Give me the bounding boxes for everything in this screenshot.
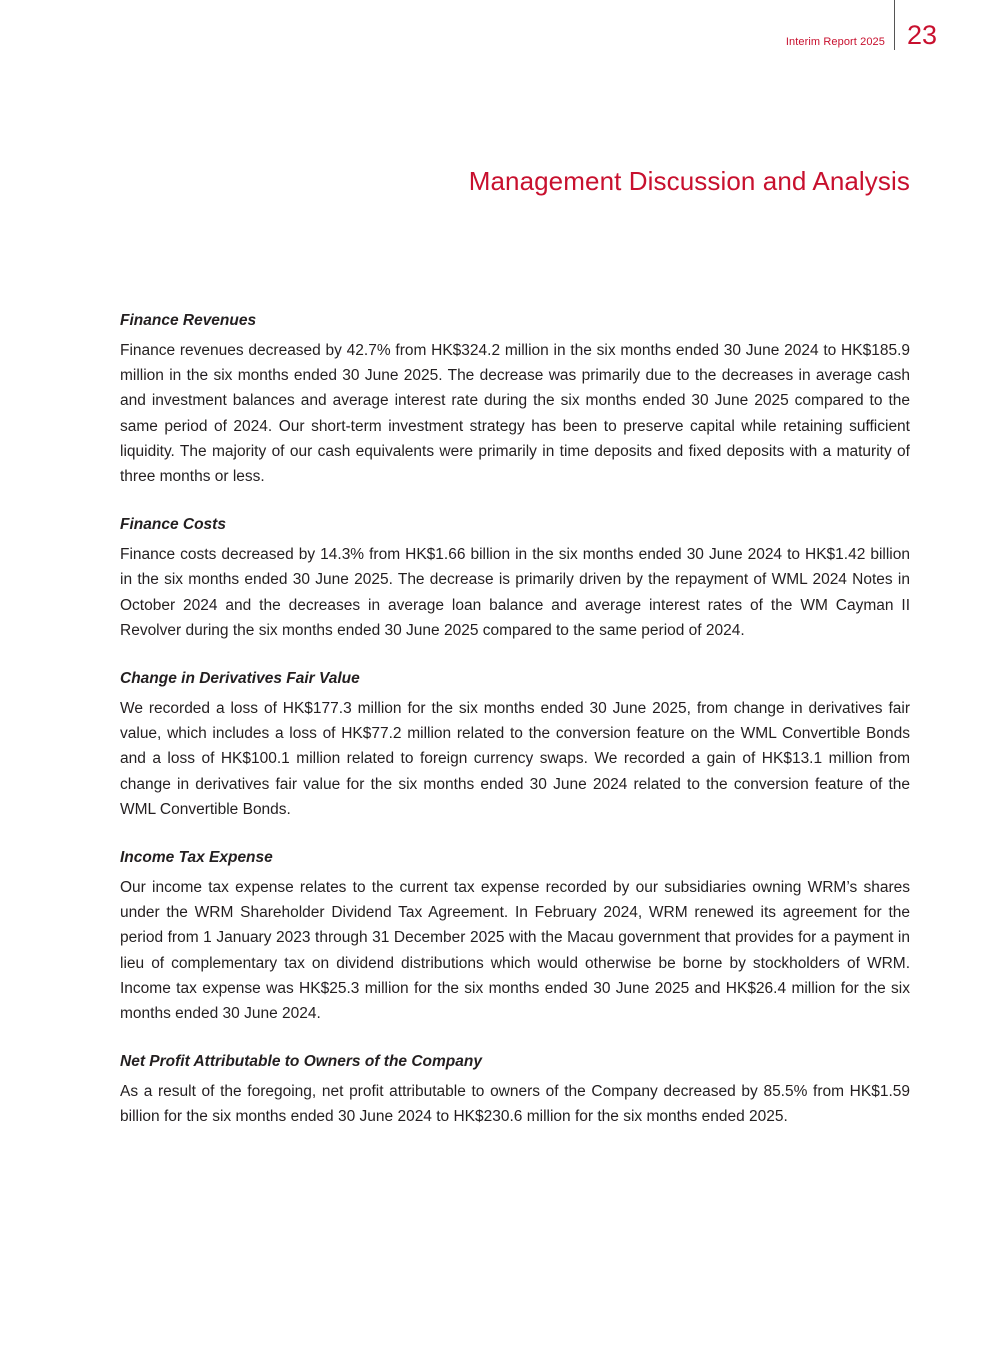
header-divider bbox=[894, 0, 895, 50]
section-body: Finance costs decreased by 14.3% from HK$1.66 billion in the six months ended 30 June 2024 to HK$1.42 billion in the six months ended 30 June 2025. The decrease is primarily driven by the repayment of WML 2024 Notes in October 2024 and the decreases in average loan balance and average interest rates of the WM Cayman II Revolver during the six months ended 30 June 2025 compared to the same period of 2024. bbox=[120, 546, 910, 639]
section-body: Our income tax expense relates to the current tax expense recorded by our subsidiaries owning WRM’s shares under the WRM Shareholder Dividend Tax Agreement. In February 2024, WRM renewed its agreement for the period from 1 January 2023 through 31 December 2025 with the Macau government that provides for a payment in lieu of complementary tax on dividend distributions which would otherwise be borne by stockholders of WRM. Income tax expense was HK$25.3 million for the six months ended 30 June 2025 and HK$26.4 million for the six months ended 30 June 2024. bbox=[120, 879, 910, 1023]
section-body: We recorded a loss of HK$177.3 million for the six months ended 30 June 2025, from change in derivatives fair value, which includes a loss of HK$77.2 million related to the conversion feature on the WML Convertible Bonds and a loss of HK$100.1 million related to foreign currency swaps. We recorded a gain of HK$13.1 million from change in derivatives fair value for the six months ended 30 June 2024 related to the conversion feature of the WML Convertible Bonds. bbox=[120, 700, 910, 818]
section-heading: Finance Revenues bbox=[120, 312, 257, 329]
section-heading: Net Profit Attributable to Owners of the Company bbox=[120, 1053, 482, 1071]
section-heading: Change in Derivatives Fair Value bbox=[120, 670, 360, 688]
section-finance-costs bbox=[120, 514, 910, 643]
page-number: 23 bbox=[907, 20, 938, 50]
main-content bbox=[120, 310, 910, 1155]
section-derivatives-fair-value bbox=[120, 668, 910, 822]
report-label: Interim Report 2025 bbox=[785, 36, 885, 48]
section-body: Finance revenues decreased by 42.7% from HK$324.2 million in the six months ended 30 June 2024 to HK$185.9 million in the six months ended 30 June 2025. The decrease was primarily due to the decreases in average cash and investment balances and average interest rate during the six months ended 30 June 2025 compared to the same period of 2024. Our short-term investment strategy has been to preserve capital while retaining sufficient liquidity. The majority of our cash equivalents were primarily in time deposits and fixed deposits with a maturity of three months or less. bbox=[120, 342, 910, 486]
page-header bbox=[0, 0, 1006, 60]
section-net-profit bbox=[120, 1051, 910, 1129]
page-title: Management Discussion and Analysis bbox=[468, 166, 910, 196]
section-body: As a result of the foregoing, net profit attributable to owners of the Company decreased by 85.5% from HK$1.59 billion for the six months ended 30 June 2024 to HK$230.6 million for the six months ended 2025. bbox=[120, 1083, 910, 1126]
section-heading: Finance Costs bbox=[120, 516, 226, 534]
section-finance-revenues bbox=[120, 310, 910, 489]
section-heading: Income Tax Expense bbox=[120, 849, 273, 867]
section-income-tax-expense bbox=[120, 847, 910, 1026]
